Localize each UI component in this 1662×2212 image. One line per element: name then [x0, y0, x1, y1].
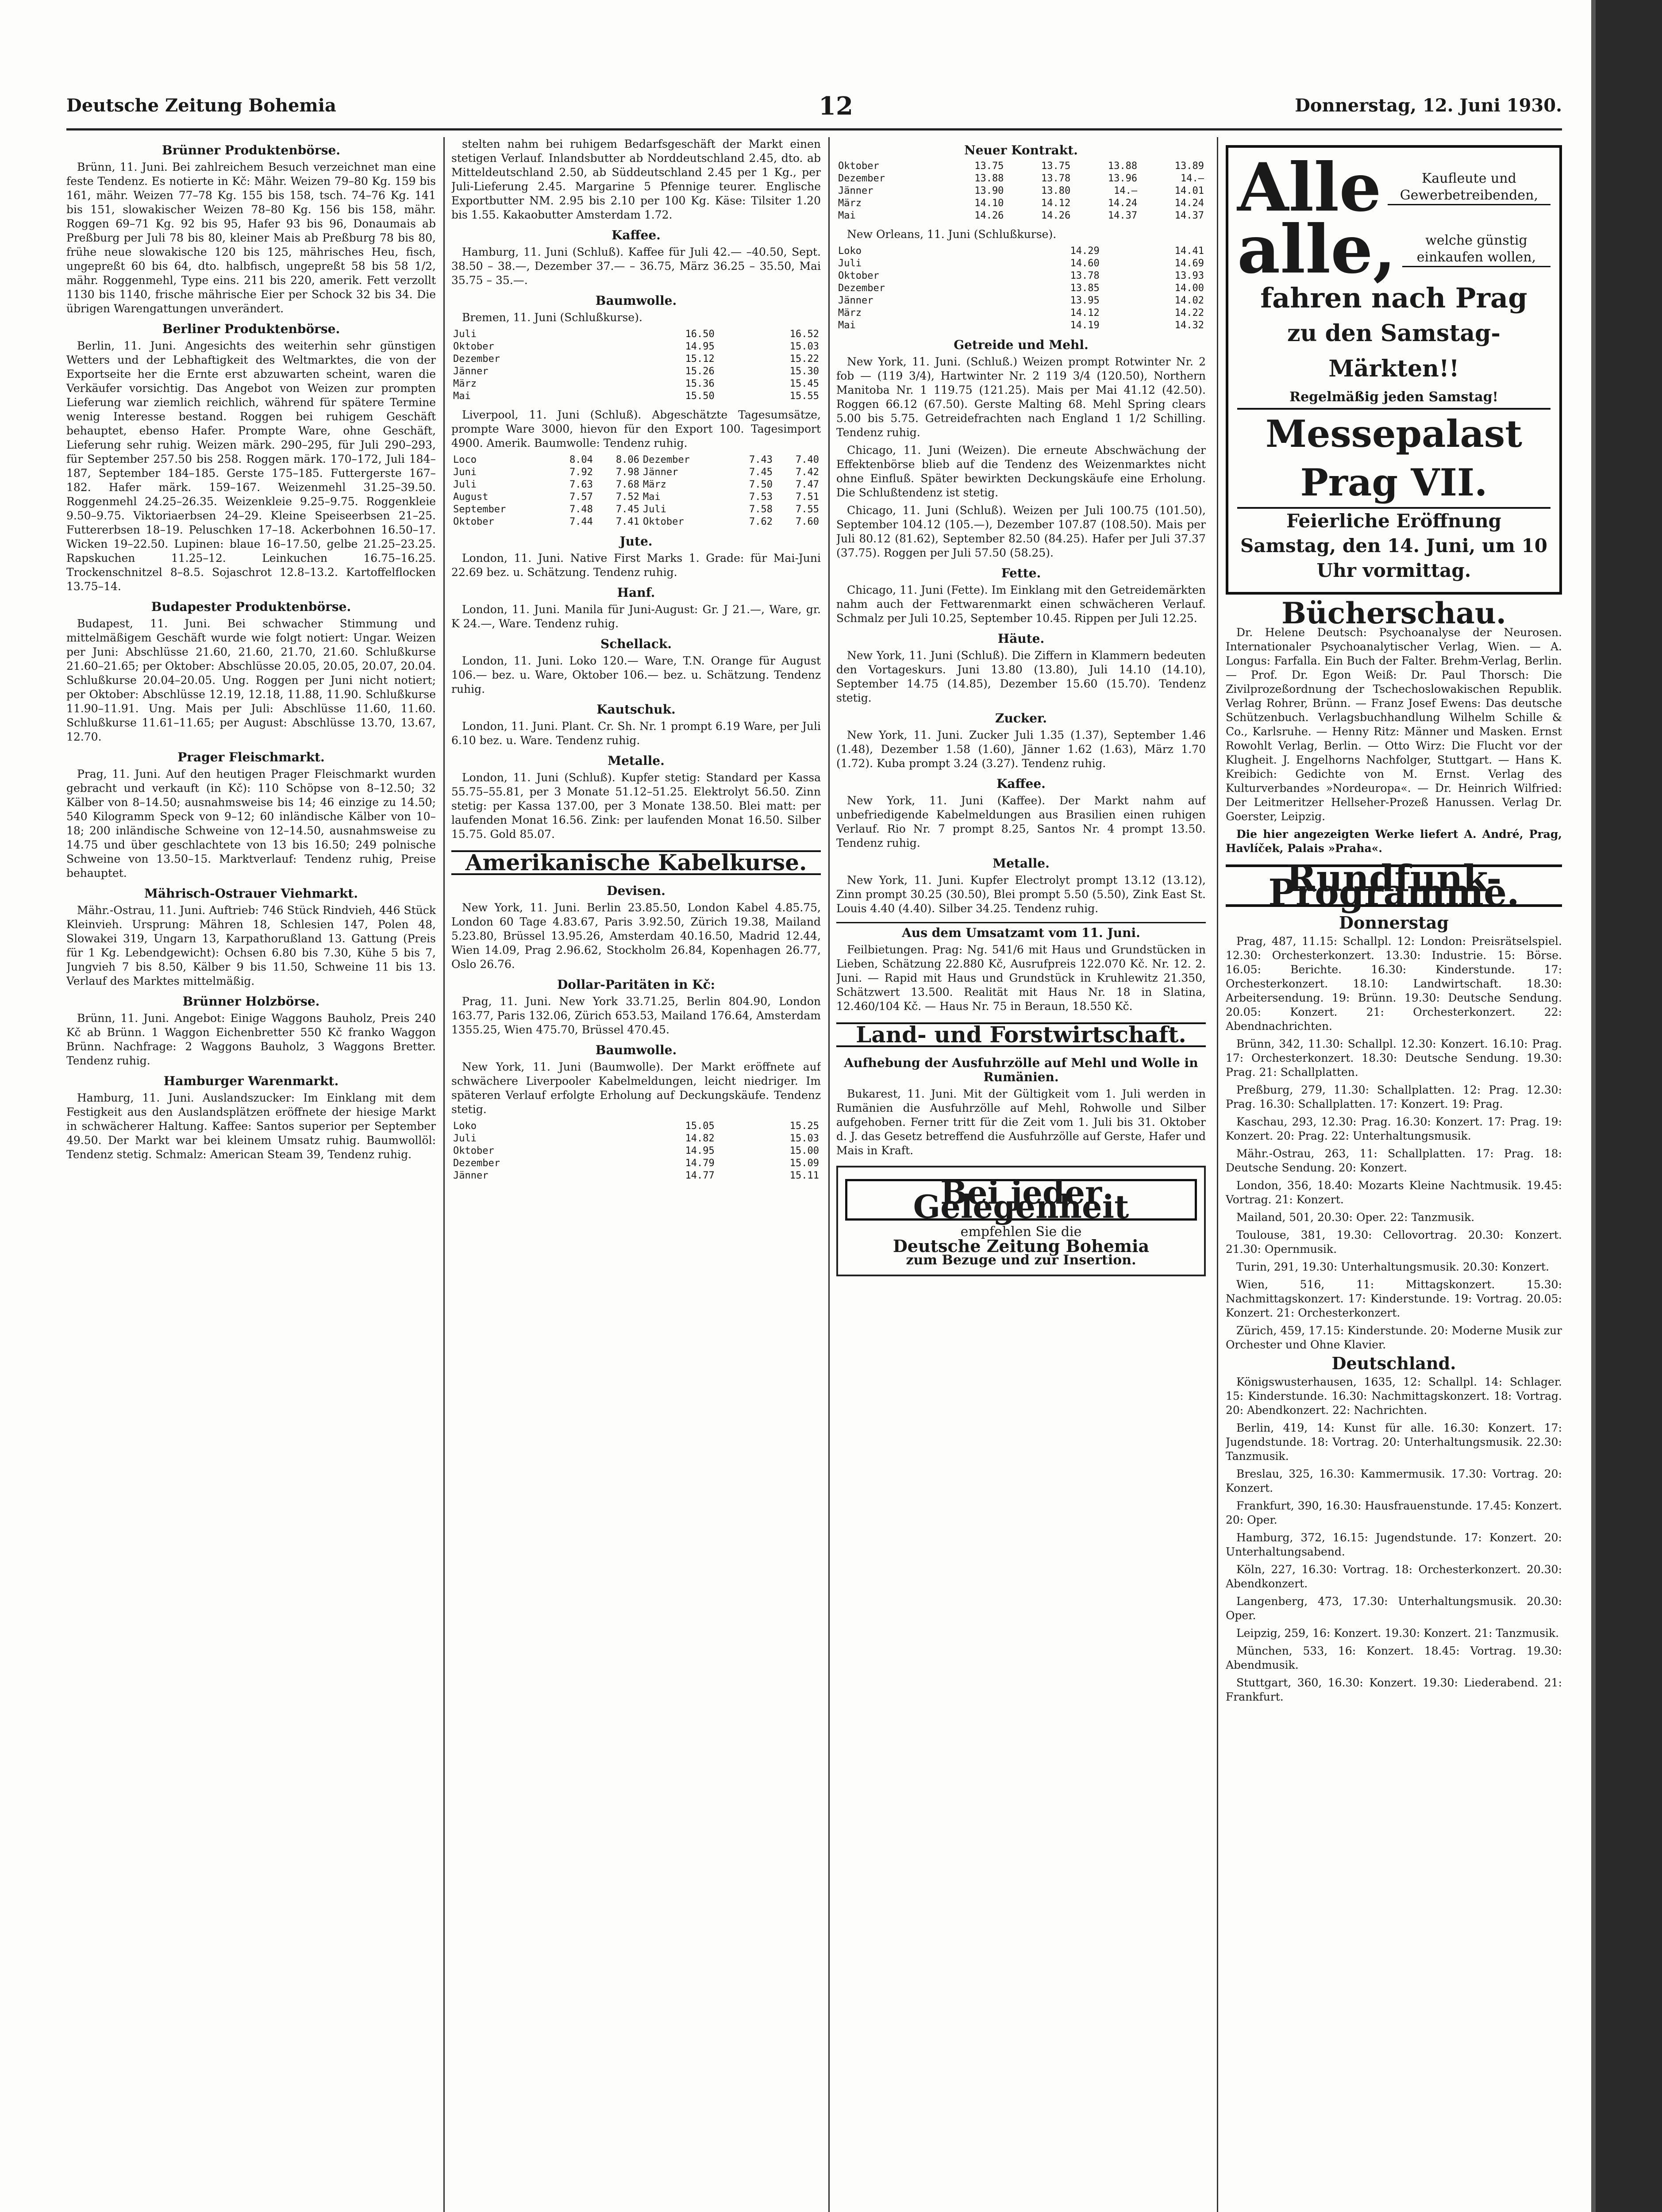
table-row — [451, 1133, 821, 1145]
advert-alle: alle, — [1237, 211, 1396, 288]
table-cell: 15.55 — [789, 391, 819, 402]
table-row — [836, 185, 1206, 197]
table-cell: September — [453, 504, 506, 515]
section-heading: Neuer Kontrakt. — [964, 143, 1078, 157]
table-cell: 13.75 — [974, 161, 1004, 172]
table-cell: 15.05 — [685, 1121, 715, 1132]
program-text: Wien, 516, 11: Mittagskonzert. 15.30: Nachmittagskonzert. 17: Kinderstunde. 19: Vortrag. 20.05: Konzert. 21: Orchesterkonzert. — [1226, 1278, 1562, 1319]
section-heading: Dollar-Paritäten in Kč: — [557, 977, 715, 992]
table-cell: 15.09 — [789, 1158, 819, 1169]
table-row — [451, 378, 821, 390]
table-cell: 7.62 — [749, 516, 773, 527]
advert-alle: Alle — [1237, 149, 1381, 227]
table-cell: 13.80 — [1041, 185, 1071, 196]
table-row — [836, 295, 1206, 307]
table-cell: 13.85 — [1070, 283, 1100, 294]
article-text: Feilbietungen. Prag: Ng. 541/6 mit Haus und Grundstücken in Lieben, Schätzung 22.880 Kč, Ausrufpreis 122.070 Kč. Nr. 12. 2. Juni. — Rapid mit Haus und Grundstück in Kruhlewitz 21.350, Schätzwert 13.500. Realität mit Haus Nr. 18 in Slatina, 12.460/104 Kč. — Haus Nr. 75 in Beraun, 18.550 Kč. — [836, 943, 1206, 1013]
table-cell: 14.26 — [1041, 210, 1071, 221]
table-cell: 7.57 — [569, 492, 593, 503]
article-text: Chicago, 11. Juni (Weizen). Die erneute Abschwächung der Effektenbörse blieb auf die Tendenz des Weizenmarktes nicht ohne Einfluß. Später bewirkten Deckungskäufe eine Erholung. Die Schlußtendenz ist stetig. — [836, 444, 1206, 499]
program-text: Preßburg, 279, 11.30: Schallplatten. 12: Prag. 12.30: Prag. 16.30: Schallplatten. 17: Konzert. 19: Prag. — [1226, 1083, 1562, 1110]
article-text: New York, 11. Juni. (Schluß.) Weizen prompt Rotwinter Nr. 2 fob — (119 3/4), Hartwinter Nr. 2 119 3/4 (120.50), Northern Manitoba Nr. 1 119.75 (121.25). Mais per Mai 41.12 (42.50). Roggen 66.12 (67.50). Gerste Malting 68. Mehl Spring clears 5.00 bis 5.75. Getreidefrachten nach England 1 1/2 Schilling. Tendenz ruhig. — [836, 355, 1206, 439]
program-text: Königswusterhausen, 1635, 12: Schallpl. 14: Schlager. 15: Kinderstunde. 16.30: Nachmittagskonzert. 18: Vortrag. 20: Abendkonzert. 22: Nachrichten. — [1226, 1375, 1562, 1417]
table-cell: 14.77 — [685, 1170, 715, 1181]
section-heading: Hamburger Warenmarkt. — [163, 1074, 339, 1088]
program-text: Kaschau, 293, 12.30: Prag. 16.30: Konzert. 17: Prag. 19: Konzert. 20: Prag. 22: Unterhaltungsmusik. — [1226, 1115, 1562, 1142]
country-heading: Deutschland. — [1331, 1353, 1456, 1373]
section-heading: Fette. — [1001, 566, 1041, 580]
table-cell: 15.00 — [789, 1145, 819, 1156]
table-cell: August — [453, 492, 489, 503]
table-cell: Loko — [838, 246, 862, 257]
table-cell: 14.— — [1114, 185, 1138, 196]
program-text: Frankfurt, 390, 16.30: Hausfrauenstunde. 17.45: Konzert. 20: Oper. — [1226, 1499, 1562, 1526]
section-heading: Budapester Produktenbörse. — [151, 599, 351, 614]
program-text: Langenberg, 473, 17.30: Unterhaltungsmusik. 20.30: Oper. — [1226, 1595, 1562, 1622]
table-cell: 7.92 — [569, 467, 593, 478]
table-cell: 13.78 — [1070, 270, 1100, 281]
table-cell: 7.50 — [749, 479, 773, 490]
column-rule — [443, 137, 445, 2212]
table-cell: 14.60 — [1070, 258, 1100, 269]
program-text: Leipzig, 259, 16: Konzert. 19.30: Konzert. 21: Tanzmusik. — [1236, 1627, 1559, 1640]
table-cell: Oktober — [453, 516, 494, 527]
table-row — [451, 516, 821, 528]
table-cell: 14.24 — [1174, 198, 1204, 209]
table-cell: Jänner — [838, 185, 873, 196]
table-row — [836, 160, 1206, 173]
table-cell: 14.22 — [1174, 307, 1204, 319]
section-heading: Prager Fleischmarkt. — [177, 750, 325, 764]
table-cell: 8.04 — [569, 454, 593, 465]
table-cell: 14.95 — [685, 1145, 715, 1156]
table-cell: 14.37 — [1108, 210, 1138, 221]
advert-line: fahren nach Prag — [1260, 282, 1527, 314]
table-cell: Juli — [838, 258, 862, 269]
column-2 — [451, 137, 821, 2212]
table-cell: 14.29 — [1070, 246, 1100, 257]
table-cell: Mai — [453, 391, 471, 402]
gelegenheit-advert — [836, 1166, 1206, 1276]
section-heading: Baumwolle. — [595, 293, 677, 308]
table-cell: 7.41 — [616, 516, 639, 527]
program-text: Toulouse, 381, 19.30: Cellovortrag. 20.30: Konzert. 21.30: Opernmusik. — [1226, 1229, 1562, 1256]
table-cell: 8.06 — [616, 454, 639, 465]
table-row — [451, 466, 821, 479]
table-cell: 15.03 — [789, 341, 819, 352]
table-cell: 13.90 — [974, 185, 1004, 196]
table-row — [836, 210, 1206, 222]
table-cell: 15.45 — [789, 378, 819, 389]
article-text: New York, 11. Juni (Baumwolle). Der Markt eröffnete auf schwächere Liverpooler Kabelmeldungen, leicht niedriger. Im späteren Verlauf erfolgte Erholung auf Deckungskäufe. Tendenz stetig. — [451, 1060, 821, 1116]
page-edge-line — [1591, 0, 1596, 2212]
table-cell: 7.68 — [616, 479, 639, 490]
program-text: Brünn, 342, 11.30: Schallpl. 12.30: Konzert. 16.10: Prag. 17: Orchesterkonzert. 18.30: Deutsche Sendung. 19.30: Prag. 21: Schallplatten. — [1226, 1037, 1562, 1079]
table-cell: 7.45 — [749, 467, 773, 478]
table-cell: 7.45 — [616, 504, 639, 515]
newyork-quote-table — [451, 1120, 821, 1182]
table-row — [451, 365, 821, 378]
messe-advert — [1226, 145, 1562, 595]
table-cell: 15.03 — [789, 1133, 819, 1144]
table-cell: Dezember — [642, 454, 690, 465]
table-cell: 7.52 — [616, 492, 639, 503]
section-heading: Berliner Produktenbörse. — [162, 322, 340, 336]
program-text: Turin, 291, 19.30: Unterhaltungsmusik. 20.30: Konzert. — [1236, 1260, 1549, 1273]
table-cell: 15.25 — [789, 1121, 819, 1132]
advert-line: Feierliche Eröffnung Samstag, den 14. Juni, um 10 Uhr vormittag. — [1240, 510, 1547, 581]
table-cell: 7.55 — [796, 504, 819, 515]
table-row — [836, 307, 1206, 319]
table-cell: 15.11 — [789, 1170, 819, 1181]
header-rule — [66, 128, 1562, 131]
table-cell: März — [838, 307, 862, 319]
article-text: Dr. Helene Deutsch: Psychoanalyse der Neurosen. Internationaler Psychoanalytischer Verlag, Wien. — A. Longus: Farfalla. Ein Buch der Falter. Brehm-Verlag, Berlin. — Prof. Dr. Egon Weiß: Dr. Paul Thorsch: Die Zivilprozeßordnung der Tschechoslowakischen Republik. Verlag Rohrer, Brünn. — Franz Josef Ewens: Das deutsche Schützenbuch. Verlagsbuchhandlung Wilhelm Schille & Co., Karlsruhe. — Henny Ritz: Männer und Masken. Ernst Rowohlt Verlag, Berlin. — Otto Wirz: Die Flucht vor der Klugheit. J. Engelhorns Nachfolger, Stuttgart. — Hans K. Kreibich: Gedichte von M. Ernst. Verlag des Kulturverbandes »Nordeuropa«. — Dr. Heinrich Wilfried: Der Leitmeritzer Hellseher-Prozeß Hanussen. Verlag Dr. Goerster, Leipzig. — [1226, 626, 1562, 823]
table-cell: 13.75 — [1041, 161, 1071, 172]
section-heading: Aus dem Umsatzamt vom 11. Juni. — [836, 922, 1206, 940]
table-cell: 13.93 — [1174, 270, 1204, 281]
table-cell: 13.78 — [1041, 173, 1071, 184]
table-cell: 7.44 — [569, 516, 593, 527]
table-cell: 14.24 — [1108, 198, 1138, 209]
table-cell: Oktober — [838, 270, 879, 281]
table-cell: Oktober — [453, 341, 494, 352]
table-cell: März — [642, 479, 666, 490]
article-text: London, 11. Juni (Schluß). Kupfer stetig: Standard per Kassa 55.75–55.81, per 3 Monate 51.12–51.25. Elektrolyt 56.50. Zinn stetig: per Kassa 137.00, per 3 Monate 138.50. Blei matt: per laufenden Monat 16.56. Zink: per laufenden Monat 16.50. Silber 15.75. Gold 85.07. — [451, 771, 821, 841]
page-dark-margin — [1596, 0, 1662, 2212]
table-cell: 14.01 — [1174, 185, 1204, 196]
table-cell: Jänner — [642, 467, 678, 478]
table-cell: 14.02 — [1174, 295, 1204, 306]
page-number: 12 — [819, 92, 853, 121]
column-rule — [1217, 137, 1218, 2212]
article-text: New Orleans, 11. Juni (Schlußkurse). — [847, 228, 1057, 241]
advert-line: Deutsche Zeitung Bohemia — [893, 1236, 1150, 1256]
table-cell: 14.79 — [685, 1158, 715, 1169]
table-cell: Jänner — [453, 1170, 489, 1181]
article-text: New York, 11. Juni (Kaffee). Der Markt nahm auf unbefriedigende Kabelmeldungen aus Brasilien einen ruhigen Verlauf. Rio Nr. 7 prompt 8.25, Santos Nr. 4 prompt 13.50. Tendenz ruhig. — [836, 794, 1206, 849]
liverpool-quote-table — [451, 454, 821, 528]
advert-line: empfehlen Sie die — [960, 1224, 1082, 1240]
table-row — [451, 454, 821, 466]
table-cell: 7.63 — [569, 479, 593, 490]
table-cell: 15.12 — [685, 353, 715, 365]
program-text: Zürich, 459, 17.15: Kinderstunde. 20: Moderne Musik zur Orchester und Ohne Klavier. — [1226, 1324, 1562, 1351]
table-row — [451, 328, 821, 341]
table-cell: Dezember — [838, 283, 885, 294]
article-text: New York, 11. Juni. Zucker Juli 1.35 (1.37), September 1.46 (1.48), Dezember 1.58 (1.60), Jänner 1.62 (1.63), März 1.70 (1.72). Kuba prompt 3.24 (3.27). Tendenz ruhig. — [836, 729, 1206, 770]
kontrakt-quote-table — [836, 160, 1206, 222]
article-text: Die hier angezeigten Werke liefert A. André, Prag, Havlíček, Palais »Praha«. — [1226, 828, 1562, 855]
table-row — [836, 282, 1206, 295]
section-heading: Mährisch-Ostrauer Viehmarkt. — [144, 886, 358, 901]
table-cell: 13.95 — [1070, 295, 1100, 306]
advert-line: welche günstig einkaufen wollen, — [1402, 232, 1550, 267]
land-forst-heading: Land- und Forstwirtschaft. — [836, 1022, 1206, 1047]
table-cell: Oktober — [453, 1145, 494, 1156]
program-text: Köln, 227, 16.30: Vortrag. 18: Orchesterkonzert. 20.30: Abendkonzert. — [1226, 1563, 1562, 1590]
table-cell: Oktober — [642, 516, 684, 527]
program-text: München, 533, 16: Konzert. 18.45: Vortrag. 19.30: Abendmusik. — [1226, 1644, 1562, 1671]
article-text: New York, 11. Juni. Kupfer Electrolyt prompt 13.12 (13.12), Zinn prompt 30.25 (30.50), Blei prompt 5.50 (5.50), Zink East St. Louis 4.40 (4.40). Silber 34.25. Tendenz ruhig. — [836, 874, 1206, 915]
program-text: Stuttgart, 360, 16.30: Konzert. 19.30: Liederabend. 21: Frankfurt. — [1226, 1676, 1562, 1703]
table-cell: 14.41 — [1174, 246, 1204, 257]
table-cell: 15.50 — [685, 391, 715, 402]
article-text: New York, 11. Juni (Schluß). Die Ziffern in Klammern bedeuten den Vortageskurs. Juni 13.80 (13.80), Juli 14.10 (14.10), September 14.75 (14.85), Dezember 15.60 (15.70). Tendenz stetig. — [836, 649, 1206, 704]
article-text: Chicago, 11. Juni (Fette). Im Einklang mit den Getreidemärkten nahm auch der Fettwarenmarkt einen schwächeren Verlauf. Schmalz per Juli 10.25, September 10.45. Rippen per Juli 12.25. — [836, 584, 1206, 625]
table-cell: 7.51 — [796, 492, 819, 503]
section-heading: Aufhebung der Ausfuhrzölle auf Mehl und Wolle in Rumänien. — [844, 1056, 1198, 1084]
table-row — [836, 319, 1206, 332]
advert-line: Kaufleute und Gewerbetreibenden, — [1388, 170, 1550, 205]
table-cell: Loko — [453, 1121, 477, 1132]
table-row — [451, 1170, 821, 1182]
article-text: London, 11. Juni. Plant. Cr. Sh. Nr. 1 prompt 6.19 Ware, per Juli 6.10 bez. u. Ware. Tendenz ruhig. — [451, 720, 821, 747]
table-cell: 14.32 — [1174, 320, 1204, 331]
section-heading: Jute. — [619, 534, 653, 549]
table-cell: März — [453, 378, 477, 389]
article-text: Hamburg, 11. Juni (Schluß). Kaffee für Juli 42.— –40.50, Sept. 38.50 – 38.—, Dezember 37.— – 36.75, März 36.25 – 35.50, Mai 35.75 – 35.—. — [451, 246, 821, 287]
article-text: London, 11. Juni. Manila für Juni-August: Gr. J 21.—, Ware, gr. K 24.—, Ware. Tendenz ruhig. — [451, 603, 821, 630]
amerikanische-kabelkurse-heading: Amerikanische Kabelkurse. — [451, 850, 821, 875]
column-1 — [66, 137, 436, 2212]
buecherschau-heading: Bücherschau. — [1281, 596, 1506, 630]
advert-line: Regelmäßig jeden Samstag! — [1289, 389, 1498, 405]
table-row — [451, 341, 821, 353]
table-cell: 15.26 — [685, 366, 715, 377]
table-cell: März — [838, 198, 862, 209]
table-cell: Mai — [838, 210, 856, 221]
table-cell: Mai — [838, 320, 856, 331]
table-cell: 14.— — [1181, 173, 1204, 184]
table-row — [451, 1157, 821, 1170]
article-text: Prag, 11. Juni. Auf den heutigen Prager Fleischmarkt wurden gebracht und verkauft (in Kč): 110 Schöpse von 8–12.50; 32 Kälber von 8–14.50; ausnahmsweise bis 14; 46 einzige zu 14.50; 540 Kilogramm Speck von 9–12; 60 inländische Kälber von 10–18; 200 inländische Schweine von 12–14.50, ausnahmsweise zu 14.75 und über geschlachtete von 13 bis 16.50; 249 polnische Schweine von 13.50–15. Marktverlauf: Tendenz ruhig, Preise behauptet. — [66, 768, 436, 879]
article-text: Liverpool, 11. Juni (Schluß). Abgeschätzte Tagesumsätze, prompte Ware 3000, hievon für den Export 100. Tagesimport 4900. Amerik. Baumwolle: Tendenz ruhig. — [451, 408, 821, 449]
page-date: Donnerstag, 12. Juni 1930. — [1295, 95, 1562, 116]
section-heading: Getreide und Mehl. — [954, 338, 1089, 352]
program-text: Breslau, 325, 16.30: Kammermusik. 17.30: Vortrag. 20: Konzert. — [1226, 1467, 1562, 1494]
advert-line: zu den Samstag-Märkten!! — [1287, 320, 1500, 382]
table-cell: 7.40 — [796, 454, 819, 465]
section-heading: Metalle. — [608, 753, 665, 768]
table-cell: Oktober — [838, 161, 879, 172]
table-cell: 14.26 — [974, 210, 1004, 221]
table-cell: 7.47 — [796, 479, 819, 490]
table-cell: 16.50 — [685, 329, 715, 340]
article-text: New York, 11. Juni. Berlin 23.85.50, London Kabel 4.85.75, London 60 Tage 4.83.67, Paris 3.92.50, Zürich 19.38, Mailand 5.23.80, Brüssel 13.95.26, Amsterdam 40.16.50, Madrid 12.44, Wien 14.09, Prag 2.96.62, Stockholm 26.84, Kopenhagen 26.77, Oslo 26.76. — [451, 901, 821, 971]
table-row — [451, 491, 821, 503]
article-text: Brünn, 11. Juni. Bei zahlreichem Besuch verzeichnet man eine feste Tendenz. Es notierte in Kč: Mähr. Weizen 79–80 Kg. 159 bis 161, mähr. Weizen 77–78 Kg. 155 bis 158, tsch. 74–76 Kg. 141 bis 151, slowakischer Weizen 78–80 Kg. 156 bis 158, mähr. Roggen 69–71 Kg. 92 bis 95, Hafer 93 bis 96, Donaumais ab Preßburg per Juli 78 bis 80, kleiner Mais ab Preßburg 78 bis 80, frühe neue slowakische 120 bis 125, mährisches Heu, fisch, ungepreßt 60 bis 64, dto. halbfisch, ungepreßt 58 bis 58 1/2, mähr. Roggenmehl, Type eins. 211 bis 220, amerik. Fett verzollt 1130 bis 1140, frische mährische Eier per Schock 32 bis 34. Die übrigen Warengattungen unverändert. — [66, 161, 436, 315]
table-cell: 14.37 — [1174, 210, 1204, 221]
table-cell: 14.82 — [685, 1133, 715, 1144]
section-heading: Devisen. — [607, 883, 666, 898]
table-cell: 7.98 — [616, 467, 639, 478]
column-4 — [1226, 137, 1562, 2212]
article-text: Bremen, 11. Juni (Schlußkurse). — [462, 311, 642, 324]
section-heading: Brünner Holzbörse. — [182, 994, 320, 1009]
article-text: Bukarest, 11. Juni. Mit der Gültigkeit vom 1. Juli werden in Rumänien die Ausfuhrzölle auf Mehl, Rohwolle und Silber aufgehoben. Ferner tritt für die Zeit vom 1. Juli bis 31. Oktober d. J. das Gesetz betreffend die Ausfuhrzölle auf Gerste, Hafer und Mais in Kraft. — [836, 1087, 1206, 1157]
section-heading: Häute. — [997, 631, 1045, 646]
table-cell: 7.43 — [749, 454, 773, 465]
article-text: Chicago, 11. Juni (Schluß). Weizen per Juli 100.75 (101.50), September 104.12 (105.—), Dezember 107.87 (108.50). Mais per Juli 80.12 (81.62), September 82.50 (84.25). Hafer per Juli 37.37 (37.75). Roggen per Juli 57.50 (58.25). — [836, 504, 1206, 559]
table-cell: Jänner — [453, 366, 489, 377]
rundfunk-heading: Rundfunk-Programme. — [1226, 864, 1562, 907]
table-cell: 7.42 — [796, 467, 819, 478]
table-cell: 14.12 — [1070, 307, 1100, 319]
article-text: Brünn, 11. Juni. Angebot: Einige Waggons Bauholz, Preis 240 Kč ab Brünn. 1 Waggon Eichenbretter 550 Kč franko Waggon Brünn. Nachfrage: 2 Waggons Bauholz, 3 Waggons Bretter. Tendenz ruhig. — [66, 1012, 436, 1067]
table-cell: Jänner — [838, 295, 873, 306]
column-3 — [836, 137, 1206, 2212]
section-heading: Baumwolle. — [595, 1043, 677, 1057]
table-row — [451, 390, 821, 403]
table-cell: Juni — [453, 467, 477, 478]
table-row — [451, 479, 821, 491]
table-cell: 14.69 — [1174, 258, 1204, 269]
table-cell: 15.22 — [789, 353, 819, 365]
article-text: London, 11. Juni. Loko 120.— Ware, T.N. Orange für August 106.— bez. u. Ware, Oktober 106.— bez. u. Schätzung. Tendenz ruhig. — [451, 654, 821, 695]
program-text: Hamburg, 372, 16.15: Jugendstunde. 17: Konzert. 20: Unterhaltungsabend. — [1226, 1531, 1562, 1558]
advert-line: zum Bezuge und zur Insertion. — [906, 1252, 1136, 1268]
table-cell: 15.30 — [789, 366, 819, 377]
table-row — [451, 353, 821, 365]
section-heading: Kaffee. — [612, 228, 661, 242]
article-text: stelten nahm bei ruhigem Bedarfsgeschäft der Markt einen stetigen Verlauf. Inlandsbutter ab Norddeutschland 2.45, dto. ab Mitteldeutschland 2.50, ab Süddeutschland 2.45 per 1 Kg., per Juli-Lieferung 2.45. Margarine 5 Pfennige teurer. Englische Exportbutter NM. 2.95 bis 2.10 per 100 Kg. Käse: Tilsiter 1.20 bis 1.55. Kakaobutter Amsterdam 1.72. — [451, 138, 821, 221]
table-cell: Juli — [453, 479, 477, 490]
bremen-quote-table — [451, 328, 821, 403]
table-cell: 15.36 — [685, 378, 715, 389]
weekday-heading: Donnerstag — [1339, 913, 1449, 933]
table-cell: Loco — [453, 454, 477, 465]
table-cell: Mai — [642, 492, 661, 503]
section-heading: Kaffee. — [996, 776, 1046, 791]
article-text: Hamburg, 11. Juni. Auslandszucker: Im Einklang mit dem Festigkeit aus den Auslandsplätzen eröffnete der hiesige Markt in schwächerer Haltung. Kaffee: Santos superior per September 49.50. Der Markt war bei kleinem Umsatz ruhig. Baumwollöl: Tendenz stetig. Schmalz: American Steam 39, Tendenz ruhig. — [66, 1091, 436, 1161]
table-cell: 7.58 — [749, 504, 773, 515]
program-text: Mailand, 501, 20.30: Oper. 22: Tanzmusik. — [1236, 1211, 1475, 1224]
table-cell: Dezember — [838, 173, 885, 184]
table-cell: 14.00 — [1174, 283, 1204, 294]
program-text: Berlin, 419, 14: Kunst für alle. 16.30: Konzert. 17: Jugendstunde. 18: Vortrag. 20: Unterhaltungsmusik. 22.30: Tanzmusik. — [1226, 1421, 1562, 1463]
table-row — [451, 1120, 821, 1133]
paper-name: Deutsche Zeitung Bohemia — [66, 95, 336, 116]
orleans-quote-table — [836, 245, 1206, 332]
table-cell: Juli — [453, 1133, 477, 1144]
table-cell: 14.95 — [685, 341, 715, 352]
table-cell: 13.88 — [974, 173, 1004, 184]
table-cell: 14.10 — [974, 198, 1004, 209]
program-text: Mähr.-Ostrau, 263, 11: Schallplatten. 17: Prag. 18: Deutsche Sendung. 20: Konzert. — [1226, 1147, 1562, 1174]
section-heading: Hanf. — [617, 585, 655, 600]
table-cell: 13.89 — [1174, 161, 1204, 172]
table-cell: 14.12 — [1041, 198, 1071, 209]
section-heading: Kautschuk. — [596, 702, 676, 717]
table-cell: 14.19 — [1070, 320, 1100, 331]
table-cell: Juli — [642, 504, 666, 515]
section-heading: Brünner Produktenbörse. — [162, 143, 341, 157]
section-heading: Metalle. — [993, 856, 1050, 871]
advert-messepalast: Messepalast Prag VII. — [1237, 408, 1550, 509]
table-cell: Juli — [453, 329, 477, 340]
page-header — [66, 92, 1562, 126]
table-row — [836, 173, 1206, 185]
column-rule — [828, 137, 830, 2212]
section-heading: Schellack. — [600, 637, 672, 651]
table-row — [836, 270, 1206, 282]
table-cell: 13.96 — [1108, 173, 1138, 184]
advert-headline: Bei jeder Gelegenheit — [845, 1179, 1197, 1221]
table-row — [451, 1145, 821, 1157]
table-cell: Dezember — [453, 353, 500, 365]
table-cell: 7.48 — [569, 504, 593, 515]
table-cell: 7.53 — [749, 492, 773, 503]
article-text: London, 11. Juni. Native First Marks 1. Grade: für Mai-Juni 22.69 bez. u. Schätzung. Tendenz ruhig. — [451, 552, 821, 579]
article-text: Berlin, 11. Juni. Angesichts des weiterhin sehr günstigen Wetters und der Lebhaftigkeit des Weltmarktes, die von der Exportseite her die Ernte erst abzuwarten scheint, waren die Verkäufer vorsichtig. Das Angebot von Weizen zur prompten Lieferung war ziemlich reichlich, während für spätere Termine wenig Interesse bestand. Roggen bei ruhigem Geschäft behauptet, ebenso Hafer. Prompte Ware, ohne Geschäft, Lieferung sehr ruhig. Weizen märk. 290–295, für Juli 290–293, für September 257.50 bis 258. Roggen märk. 170–172, Juli 184–187, September 184–185. Gerste 175–185. Futtergerste 167–182. Hafer märk. 159–167. Weizenmehl 31.25–39.50. Roggenmehl 24.25–26.35. Weizenkleie 9.25–9.75. Roggenkleie 9.50–9.75. Viktoriaerbsen 24–29. Kleine Speiseerbsen 21–25. Futtererbsen 18–19. Peluschken 17–18. Ackerbohnen 16.50–17. Wicken 19–22.50. Lupinen: blaue 16–17.50, gelbe 21.25–23.25. Rapskuchen 11.25–12. Leinkuchen 16.75–16.25. Trockenschnitzel 8–8.5. Sojaschrot 12.8–13.2. Kartoffelflocken 13.75–14. — [66, 339, 436, 593]
table-cell: 7.60 — [796, 516, 819, 527]
table-cell: 16.52 — [789, 329, 819, 340]
table-row — [836, 257, 1206, 270]
section-heading: Zucker. — [995, 711, 1047, 726]
program-text: Prag, 487, 11.15: Schallpl. 12: London: Preisrätselspiel. 12.30: Orchesterkonzert. 13.30: Industrie. 15: Börse. 16.05: Berichte. 16.30: Kinderstunde. 17: Orchesterkonzert. 18.10: Landwirtschaft. 18.30: Arbeitersendung. 19: Brünn. 19.30: Deutsche Sendung. 20.05: Konzert. 21: Orchesterkonzert. 22: Abendnachrichten. — [1226, 935, 1562, 1033]
article-text: Budapest, 11. Juni. Bei schwacher Stimmung und mittelmäßigem Geschäft wurde wie folgt notiert: Ungar. Weizen per Juni: Abschlüsse 21.60, 21.60, 21.70, 21.60. Schlußkurse 21.60–21.65; per Oktober: Abschlüsse 20.05, 20.05, 20.07, 20.04. Schlußkurse 20.04–20.05. Ung. Roggen per Juni nicht notiert; per Oktober: Abschlüsse 12.19, 12.18, 11.88, 11.90. Schlußkurse 11.90–11.91. Ung. Mais per Juli: Abschlüsse 11.60, 11.60. Schlußkurse 11.61–11.65; per August: Abschlüsse 13.70, 13.67, 12.70. — [66, 617, 436, 743]
program-text: London, 356, 18.40: Mozarts Kleine Nachtmusik. 19.45: Vortrag. 21: Konzert. — [1226, 1179, 1562, 1206]
table-row — [451, 503, 821, 516]
table-cell: 13.88 — [1108, 161, 1138, 172]
table-cell: Dezember — [453, 1158, 500, 1169]
table-row — [836, 197, 1206, 210]
article-text: Mähr.-Ostrau, 11. Juni. Auftrieb: 746 Stück Rindvieh, 446 Stück Kleinvieh. Ursprung: Mähren 18, Schlesien 147, Polen 48, Slowakei 319, Ungarn 13, Karpathorußland 13. Gattung (Preis für 1 Kg. Lebendgewicht): Ochsen 6.80 bis 7.30, Kühe 5 bis 7, Jungvieh 7 bis 8.50, Kälber 9 bis 11.50, Schweine 11 bis 13. Verlauf des Marktes mittelmäßig. — [66, 904, 436, 987]
article-text: Prag, 11. Juni. New York 33.71.25, Berlin 804.90, London 163.77, Paris 132.06, Zürich 653.53, Mailand 176.64, Amsterdam 1355.25, Wien 475.70, Brüssel 470.45. — [451, 995, 821, 1036]
table-row — [836, 245, 1206, 257]
